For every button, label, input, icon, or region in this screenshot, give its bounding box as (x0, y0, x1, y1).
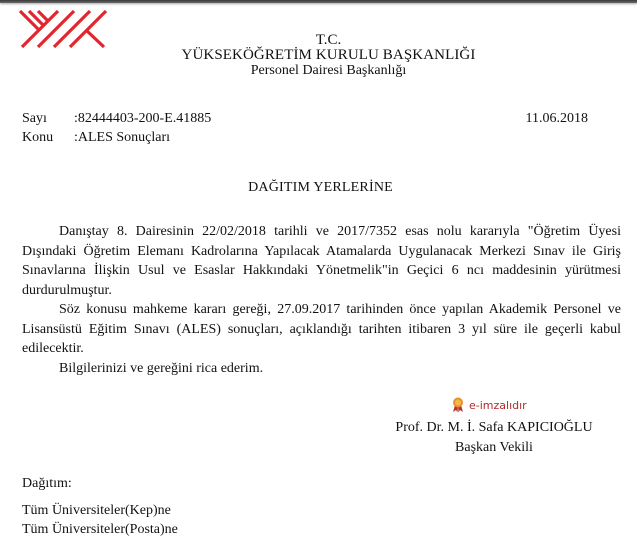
signer-title: Başkan Vekili (455, 439, 533, 455)
distribution-label: Dağıtım: (22, 476, 72, 491)
body-paragraph: Bilgilerinizi ve gereğini rica ederim. (59, 360, 264, 376)
distribution-list (22, 474, 178, 539)
body-paragraph: Söz konusu mahkeme kararı gereği, 27.09.2017 tarihinden önce yapılan Akademik Personel ve Lisansüstü Eğitim Sınavı (ALES) sonuçları, açıklandığı tarihten itibaren 3 yıl süre ile geçerli kabul edilecektir. (22, 302, 621, 356)
subject-value: :ALES Sonuçları (74, 130, 171, 145)
distribution-item: Tüm Üniversiteler(Posta)ne (22, 522, 178, 537)
number-value: :82444403-200-E.41885 (74, 111, 212, 126)
header-institution: YÜKSEKÖĞRETİM KURULU BAŞKANLIĞI (181, 47, 476, 63)
letter-body (22, 222, 621, 378)
number-label: Sayı (22, 111, 47, 126)
header-line-tc: T.C. (315, 32, 342, 48)
signature-block (392, 418, 596, 457)
e-signature-badge (452, 397, 527, 413)
header-department: Personel Dairesi Başkanlığı (250, 63, 407, 78)
body-paragraph: Danıştay 8. Dairesinin 22/02/2018 tarihli ve 2017/7352 esas nolu kararıyla "Öğretim Üyesi Dışındaki Öğretim Elemanı Kadrolarına Yapılacak Atamalarda Uygulanacak Merkezi Sınav ile Giriş Sınavlarına İlişkin Usul ve Esaslar Hakkındaki Yönetmelik"in Geçici 6 ncı maddesinin yürütmesi durdurulmuştur. (22, 224, 621, 298)
letterhead (0, 33, 637, 78)
meta-number-row (22, 109, 211, 128)
document-meta (22, 109, 211, 147)
signer-name: Prof. Dr. M. İ. Safa KAPICIOĞLU (395, 420, 593, 435)
document-date: 11.06.2018 (525, 111, 588, 126)
award-ribbon-icon (452, 397, 464, 413)
e-signature-label: e-imzalıdır (469, 398, 527, 412)
distribution-item: Tüm Üniversiteler(Kep)ne (22, 503, 171, 518)
recipient-title: DAĞITIM YERLERİNE (248, 180, 393, 195)
meta-subject-row (22, 128, 211, 147)
subject-label: Konu (22, 130, 54, 145)
window-top-edge (0, 0, 637, 3)
